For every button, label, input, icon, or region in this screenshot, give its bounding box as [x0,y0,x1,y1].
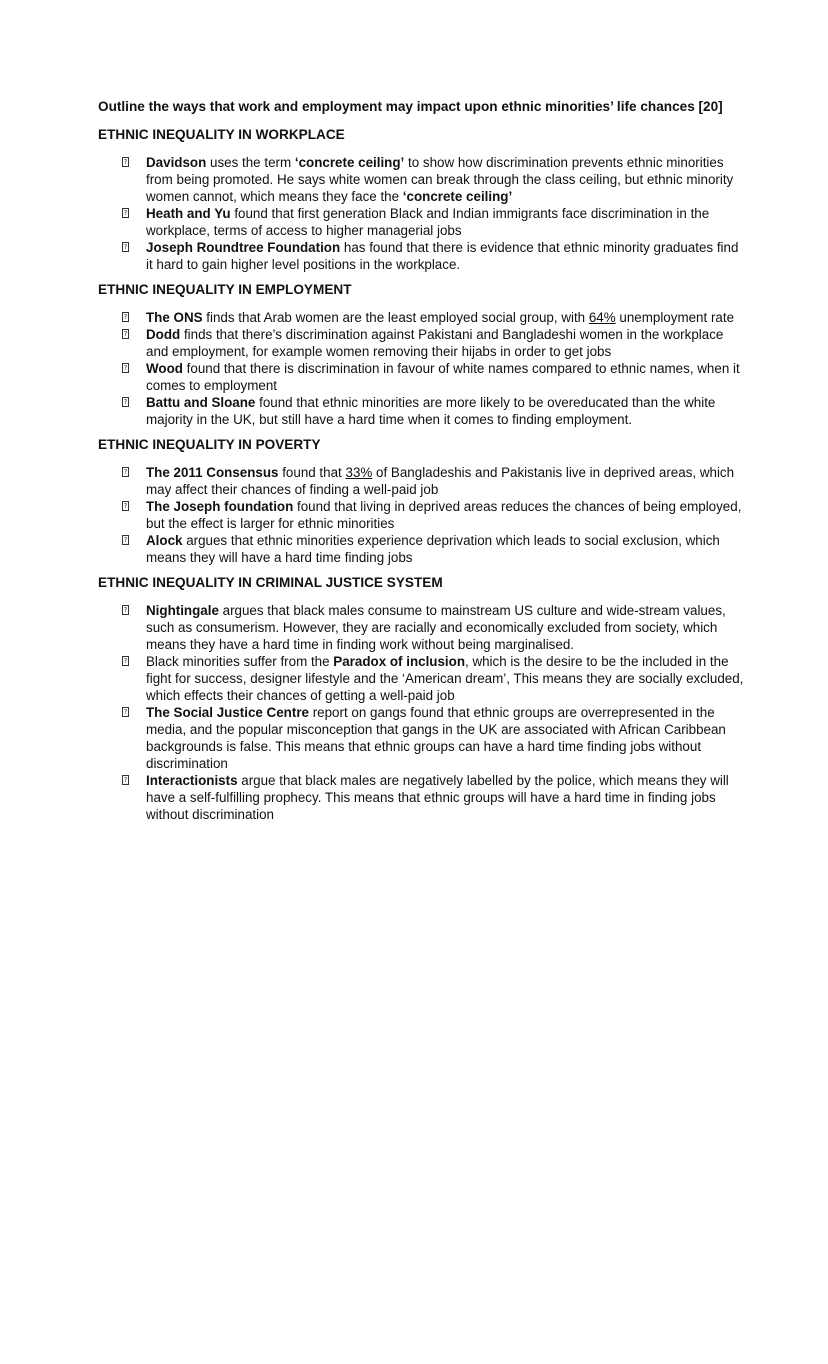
list-item [98,704,748,772]
emphasis-text: The ONS [146,310,203,325]
section [98,574,748,823]
bullet-list [98,154,748,273]
list-item [98,532,748,566]
list-item [98,239,748,273]
body-text: finds that Arab women are the least employed social group, with [202,310,589,325]
missing-glyph-bullet-icon: ? [123,708,128,716]
missing-glyph-bullet-icon: ? [123,330,128,338]
body-text: has found that there is evidence that ethnic minority graduates find it hard to gain higher level positions in the workplace. [146,240,739,272]
document-page [98,98,748,831]
body-text: found that [278,465,346,480]
body-text: found that first generation Black and Indian immigrants face discrimination in the workplace, terms of access to higher managerial jobs [146,206,710,238]
emphasis-text: Davidson [146,155,207,170]
emphasis-text: Battu and Sloane [146,395,256,410]
list-item [98,394,748,428]
section-heading: ETHNIC INEQUALITY IN WORKPLACE [98,127,345,142]
section [98,436,748,566]
bullet-list [98,309,748,428]
missing-glyph-bullet-icon: ? [123,313,128,321]
missing-glyph-bullet-icon: ? [123,243,128,251]
missing-glyph-bullet-icon: ? [123,502,128,510]
list-item [98,309,748,326]
body-text: to show how discrimination prevents ethnic minorities from being promoted. He says white women can break through the class ceiling, but ethnic minority women cannot, which means they face the [146,155,734,204]
list-item [98,205,748,239]
section [98,281,748,428]
sections-container [98,126,748,823]
list-item [98,464,748,498]
section [98,126,748,273]
body-text: argues that ethnic minorities experience deprivation which leads to social exclusion, which means they will have a hard time finding jobs [146,533,720,565]
missing-glyph-bullet-icon: ? [123,606,128,614]
list-item [98,772,748,823]
list-item [98,326,748,360]
missing-glyph-bullet-icon: ? [123,364,128,372]
missing-glyph-bullet-icon: ? [123,398,128,406]
emphasis-text: The Joseph foundation [146,499,294,514]
emphasis-text: Nightingale [146,603,219,618]
list-item [98,653,748,704]
emphasis-text: ‘concrete ceiling’ [294,155,405,170]
emphasis-text: Paradox of inclusion [333,654,465,669]
body-text: uses the term [206,155,295,170]
statistic-text: 64% [588,310,616,325]
body-text: found that living in deprived areas reduces the chances of being employed, but the effect is larger for ethnic minorities [146,499,742,531]
missing-glyph-bullet-icon: ? [123,209,128,217]
list-item [98,498,748,532]
section-heading: ETHNIC INEQUALITY IN POVERTY [98,437,321,452]
body-text: report on gangs found that ethnic groups are overrepresented in the media, and the popular misconception that gangs in the UK are associated with African Caribbean backgrounds is false. This means that ethnic groups can have a hard time finding jobs without discrimination [146,705,726,771]
body-text: Black minorities suffer from the [146,654,334,669]
body-text: found that there is discrimination in favour of white names compared to ethnic names, when it comes to employment [146,361,740,393]
emphasis-text: The 2011 Consensus [146,465,279,480]
missing-glyph-bullet-icon: ? [123,468,128,476]
list-item [98,602,748,653]
body-text: argue that black males are negatively labelled by the police, which means they will have a self-fulfilling prophecy. This means that ethnic groups will have a hard time in finding jobs without discrimination [146,773,729,822]
section-heading: ETHNIC INEQUALITY IN CRIMINAL JUSTICE SYSTEM [98,575,443,590]
statistic-text: 33% [345,465,373,480]
question-title: Outline the ways that work and employment may impact upon ethnic minorities’ life chances [20] [98,99,723,114]
missing-glyph-bullet-icon: ? [123,776,128,784]
section-heading: ETHNIC INEQUALITY IN EMPLOYMENT [98,282,352,297]
body-text: found that ethnic minorities are more likely to be overeducated than the white majority in the UK, but still have a hard time when it comes to finding employment. [146,395,716,427]
missing-glyph-bullet-icon: ? [123,158,128,166]
emphasis-text: Heath and Yu [146,206,231,221]
emphasis-text: Dodd [146,327,181,342]
list-item [98,360,748,394]
missing-glyph-bullet-icon: ? [123,536,128,544]
body-text: finds that there’s discrimination against Pakistani and Bangladeshi women in the workplace and employment, for example women removing their hijabs in order to get jobs [146,327,724,359]
emphasis-text: The Social Justice Centre [146,705,309,720]
missing-glyph-bullet-icon: ? [123,657,128,665]
body-text: , which is the desire to be the included in the fight for success, designer lifestyle and the ‘American dream’, This means they are socially excluded, which effects their chances of getting a well-paid job [146,654,744,703]
list-item [98,154,748,205]
emphasis-text: ‘concrete ceiling’ [402,189,513,204]
emphasis-text: Alock [146,533,183,548]
body-text: unemployment rate [615,310,735,325]
bullet-list [98,464,748,566]
emphasis-text: Interactionists [146,773,238,788]
emphasis-text: Joseph Roundtree Foundation [146,240,341,255]
body-text: argues that black males consume to mainstream US culture and wide-stream values, such as consumerism. However, they are racially and economically excluded from society, which means they have a hard time in finding work without being marginalised. [146,603,726,652]
emphasis-text: Wood [146,361,183,376]
bullet-list [98,602,748,823]
body-text: of Bangladeshis and Pakistanis live in deprived areas, which may affect their chances of finding a well-paid job [146,465,735,497]
